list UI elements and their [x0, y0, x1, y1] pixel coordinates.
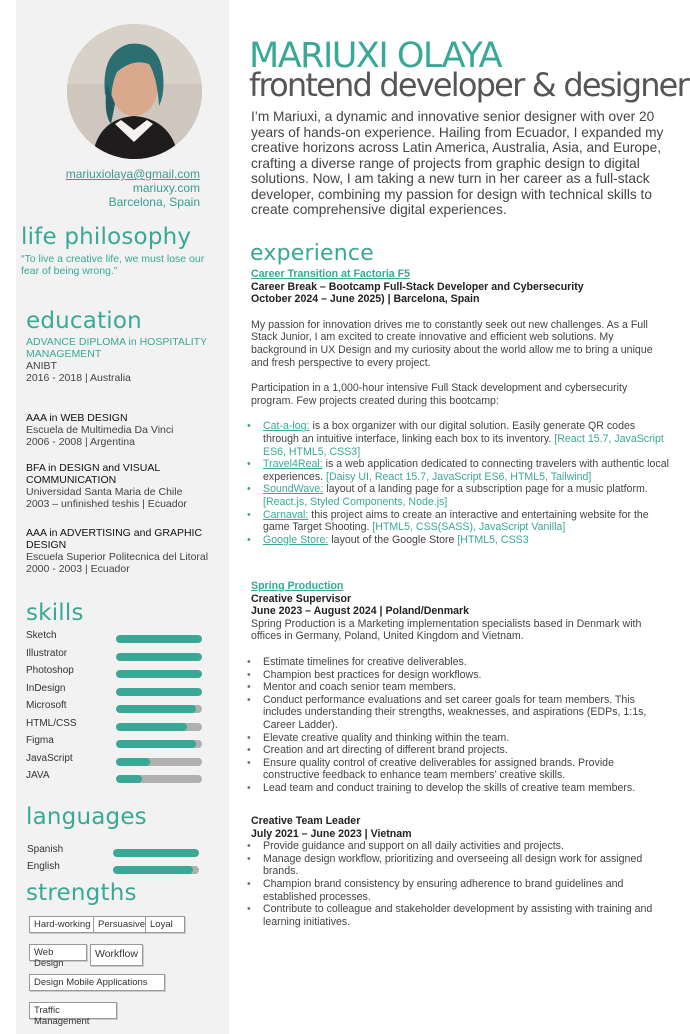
- website: mariuxy.com: [132, 181, 200, 195]
- responsibilities-list: [251, 656, 671, 795]
- skill-bar: [116, 758, 202, 766]
- responsibility-item: • Conduct performance evaluations and set career goals for team members. This includes understanding their strengths, weaknesses, and aspirations (EDPs, 1:1s, Career Ladder).: [251, 694, 671, 732]
- section-title-education: education: [26, 308, 142, 334]
- skill-label: Photoshop: [26, 665, 74, 676]
- company-link[interactable]: Spring Production: [251, 580, 344, 592]
- job-dates: October 2024 – June 2025) | Barcelona, Spain: [251, 293, 480, 306]
- skill-label: JAVA: [26, 770, 50, 781]
- skill-label: Figma: [26, 735, 54, 746]
- responsibility-item: • Provide guidance and support on all daily activities and projects.: [251, 840, 671, 853]
- skill-row: [26, 770, 206, 784]
- position-title: Creative Supervisor: [251, 592, 352, 605]
- intro-paragraph: I’m Mariuxi, a dynamic and innovative senior designer with over 20 years of hands-on experience. Hailing from Ecuador, I expanded my creative horizons across Latin America, Australia, Asia, and Europe, crafting a diverse range of projects from graphic design to digital solutions. Now, I am taking a new turn in her career as a full-stack developer, combining my passion for design with technical skills to create comprehensive digital experiences.: [251, 109, 664, 217]
- education-degree: ADVANCE DIPLOMA in HOSPITALITY MANAGEMENT: [26, 336, 207, 360]
- education-item: [26, 336, 226, 384]
- job-dates: June 2023 – August 2024 | Poland/Denmark: [251, 605, 470, 618]
- language-label: Spanish: [27, 844, 64, 855]
- language-row: [27, 844, 207, 858]
- skill-bar-fill: [116, 723, 187, 731]
- strength-tag: Hard-working: [29, 916, 96, 933]
- skill-bar-fill: [116, 758, 150, 766]
- skill-row: [26, 718, 206, 732]
- education-school: Escuela Superior Politecnica del Litoral: [26, 551, 209, 563]
- responsibility-item: • Ensure quality control of creative deliverables for assigned brands. Provide constructive feedback to enhance team members’ creative skills.: [251, 757, 671, 782]
- skill-row: [26, 683, 206, 697]
- section-title-skills: skills: [26, 600, 84, 626]
- responsibility-item: • Mentor and coach senior team members.: [251, 681, 671, 694]
- responsibility-item: • Champion brand consistency by ensuring adherence to brand guidelines and established processes.: [251, 878, 671, 903]
- skill-bar: [116, 723, 202, 731]
- responsibility-item: • Creation and art directing of different brand projects.: [251, 744, 671, 757]
- responsibility-item: • Elevate creative quality and thinking within the team.: [251, 732, 671, 745]
- skill-row: [26, 665, 206, 679]
- skill-bar: [116, 653, 202, 661]
- position-title: Career Break – Bootcamp Full-Stack Developer and Cybersecurity: [251, 280, 584, 293]
- education-degree: AAA in ADVERTISING and GRAPHIC DESIGN: [26, 527, 203, 551]
- skill-bar: [116, 705, 202, 713]
- language-label: English: [27, 861, 60, 872]
- skill-row: [26, 700, 206, 714]
- language-bar-fill: [113, 866, 193, 874]
- education-item: [26, 462, 226, 510]
- skill-row: [26, 630, 206, 644]
- education-school: Universidad Santa Maria de Chile: [26, 486, 183, 498]
- project-tech: [HTML5, CSS3: [457, 533, 529, 546]
- project-link[interactable]: Carnaval:: [263, 508, 309, 521]
- skill-bar-fill: [116, 670, 202, 678]
- responsibility-item: • Manage design workflow, prioritizing and overseeing all design work for assigned brands.: [251, 853, 671, 878]
- strength-tag: Loyal: [145, 916, 185, 933]
- education-years: 2006 - 2008 | Argentina: [26, 436, 135, 448]
- strength-tag: Web Design: [29, 944, 87, 961]
- full-name: MARIUXI OLAYA: [249, 36, 502, 76]
- skill-bar-fill: [116, 688, 202, 696]
- skill-bar: [116, 688, 202, 696]
- project-description: layout of a landing page for a subscription page for a music platform.: [323, 483, 648, 496]
- project-tech: [Daisy UI, React 15.7, JavaScript ES6, HTML5, Tailwind]: [326, 470, 592, 483]
- strength-tag: Workflow: [90, 944, 143, 966]
- project-link[interactable]: Travel4Real:: [263, 458, 323, 471]
- project-description: this project aims to create an interactive and entertaining website for the game Target Shooting.: [263, 508, 649, 534]
- skill-bar-fill: [116, 705, 196, 713]
- experience-job: [251, 580, 671, 795]
- skill-bar: [116, 775, 202, 783]
- job-title: frontend developer & designer: [249, 66, 688, 104]
- project-tech: [React.js, Styled Components, Node.js]: [263, 495, 448, 508]
- project-item: [251, 534, 671, 547]
- project-item: [251, 509, 671, 534]
- skill-label: Illustrator: [26, 647, 68, 659]
- section-title-experience: experience: [250, 241, 374, 266]
- project-item: [251, 483, 671, 508]
- projects-list: [251, 420, 671, 546]
- education-years: 2003 – unfinished teshis | Ecuador: [26, 498, 187, 510]
- section-title-philosophy: life philosophy: [21, 224, 192, 250]
- strength-tag: Design Mobile Applications: [29, 974, 165, 991]
- email-link[interactable]: mariuxiolaya@gmail.com: [65, 167, 200, 181]
- project-description: is a box organizer with our digital solution. Easily generate QR codes through an intuitive interface, linking each box to its inventory.: [263, 420, 636, 445]
- responsibilities-list: [251, 840, 671, 928]
- education-school: ANIBT: [26, 360, 57, 372]
- skill-label: JavaScript: [26, 752, 73, 764]
- job-description: Participation in a 1,000-hour intensive Full Stack development and cybersecurity program. Few projects created during this bootcamp:: [251, 382, 628, 407]
- strength-tag: Traffic Management: [29, 1002, 117, 1019]
- responsibility-item: • Estimate timelines for creative deliverables.: [251, 656, 671, 669]
- job-description: Spring Production is a Marketing implementation specialists based in Denmark with offices in Germany, Poland, United Kingdom and Vietnam.: [251, 617, 642, 643]
- responsibility-item: • Contribute to colleague and stakeholder development by assisting with training and learning initiatives.: [251, 903, 671, 928]
- project-link[interactable]: SoundWave:: [263, 483, 324, 496]
- skill-bar-fill: [116, 653, 202, 661]
- experience-job: [251, 268, 671, 546]
- skill-label: HTML/CSS: [26, 717, 77, 729]
- avatar: [67, 24, 202, 159]
- language-bar-fill: [113, 849, 199, 857]
- job-description: My passion for innovation drives me to constantly seek out new challenges. As a Full Stack Junior, I am excited to create innovative and efficient web solutions. My background in UX Design and my curiosity about the world allow me to bring a unique and fresh perspective to every project.: [251, 318, 653, 369]
- location: Barcelona, Spain: [108, 195, 200, 209]
- language-row: [27, 861, 207, 875]
- education-years: 2016 - 2018 | Australia: [26, 372, 131, 384]
- project-description: is a web application dedicated to connecting travelers with authentic local experiences.: [263, 458, 669, 483]
- section-title-languages: languages: [26, 804, 147, 830]
- language-bar: [113, 849, 199, 857]
- skill-label: InDesign: [26, 682, 66, 694]
- skill-label: Microsoft: [26, 700, 67, 711]
- education-item: [26, 412, 226, 448]
- responsibility-item: • Champion best practices for design workflows.: [251, 669, 671, 682]
- project-tech: [HTML5, CSS(SASS), JavaScript Vanilla]: [372, 521, 566, 534]
- skill-bar-fill: [116, 740, 196, 748]
- skill-row: [26, 648, 206, 662]
- skill-bar: [116, 635, 202, 643]
- experience-job: [251, 815, 671, 928]
- project-item: [251, 420, 671, 458]
- profile-photo: [67, 24, 202, 159]
- section-title-strengths: strengths: [26, 880, 137, 906]
- philosophy-quote: “To live a creative life, we must lose our fear of being wrong.”: [21, 253, 205, 277]
- skill-bar-fill: [116, 775, 142, 783]
- education-item: [26, 527, 226, 575]
- company-link[interactable]: Career Transition at Factoria F5: [251, 268, 410, 280]
- project-tech: [React 15.7, JavaScript ES6, HTML5, CSS3]: [263, 432, 664, 458]
- skill-row: [26, 753, 206, 767]
- responsibility-item: • Lead team and conduct training to develop the skills of creative team members.: [251, 782, 671, 795]
- skill-label: Sketch: [26, 630, 57, 641]
- skill-row: [26, 735, 206, 749]
- education-school: Escuela de Multimedia Da Vinci: [26, 424, 174, 436]
- education-degree: AAA in WEB DESIGN: [26, 412, 128, 424]
- position-title: Creative Team Leader: [251, 815, 361, 827]
- project-link[interactable]: Cat-a-log:: [263, 420, 310, 433]
- language-bar: [113, 866, 199, 874]
- skill-bar-fill: [116, 635, 202, 643]
- education-years: 2000 - 2003 | Ecuador: [26, 563, 130, 575]
- project-description: layout of the Google Store: [328, 533, 458, 546]
- education-degree: BFA in DESIGN and VISUAL COMMUNICATION: [26, 462, 160, 486]
- project-link[interactable]: Google Store:: [263, 533, 329, 546]
- skill-bar: [116, 740, 202, 748]
- project-item: [251, 458, 671, 483]
- strength-tag: Persuasive: [93, 916, 150, 933]
- skill-bar: [116, 670, 202, 678]
- job-dates: July 2021 – June 2023 | Vietnam: [251, 827, 412, 840]
